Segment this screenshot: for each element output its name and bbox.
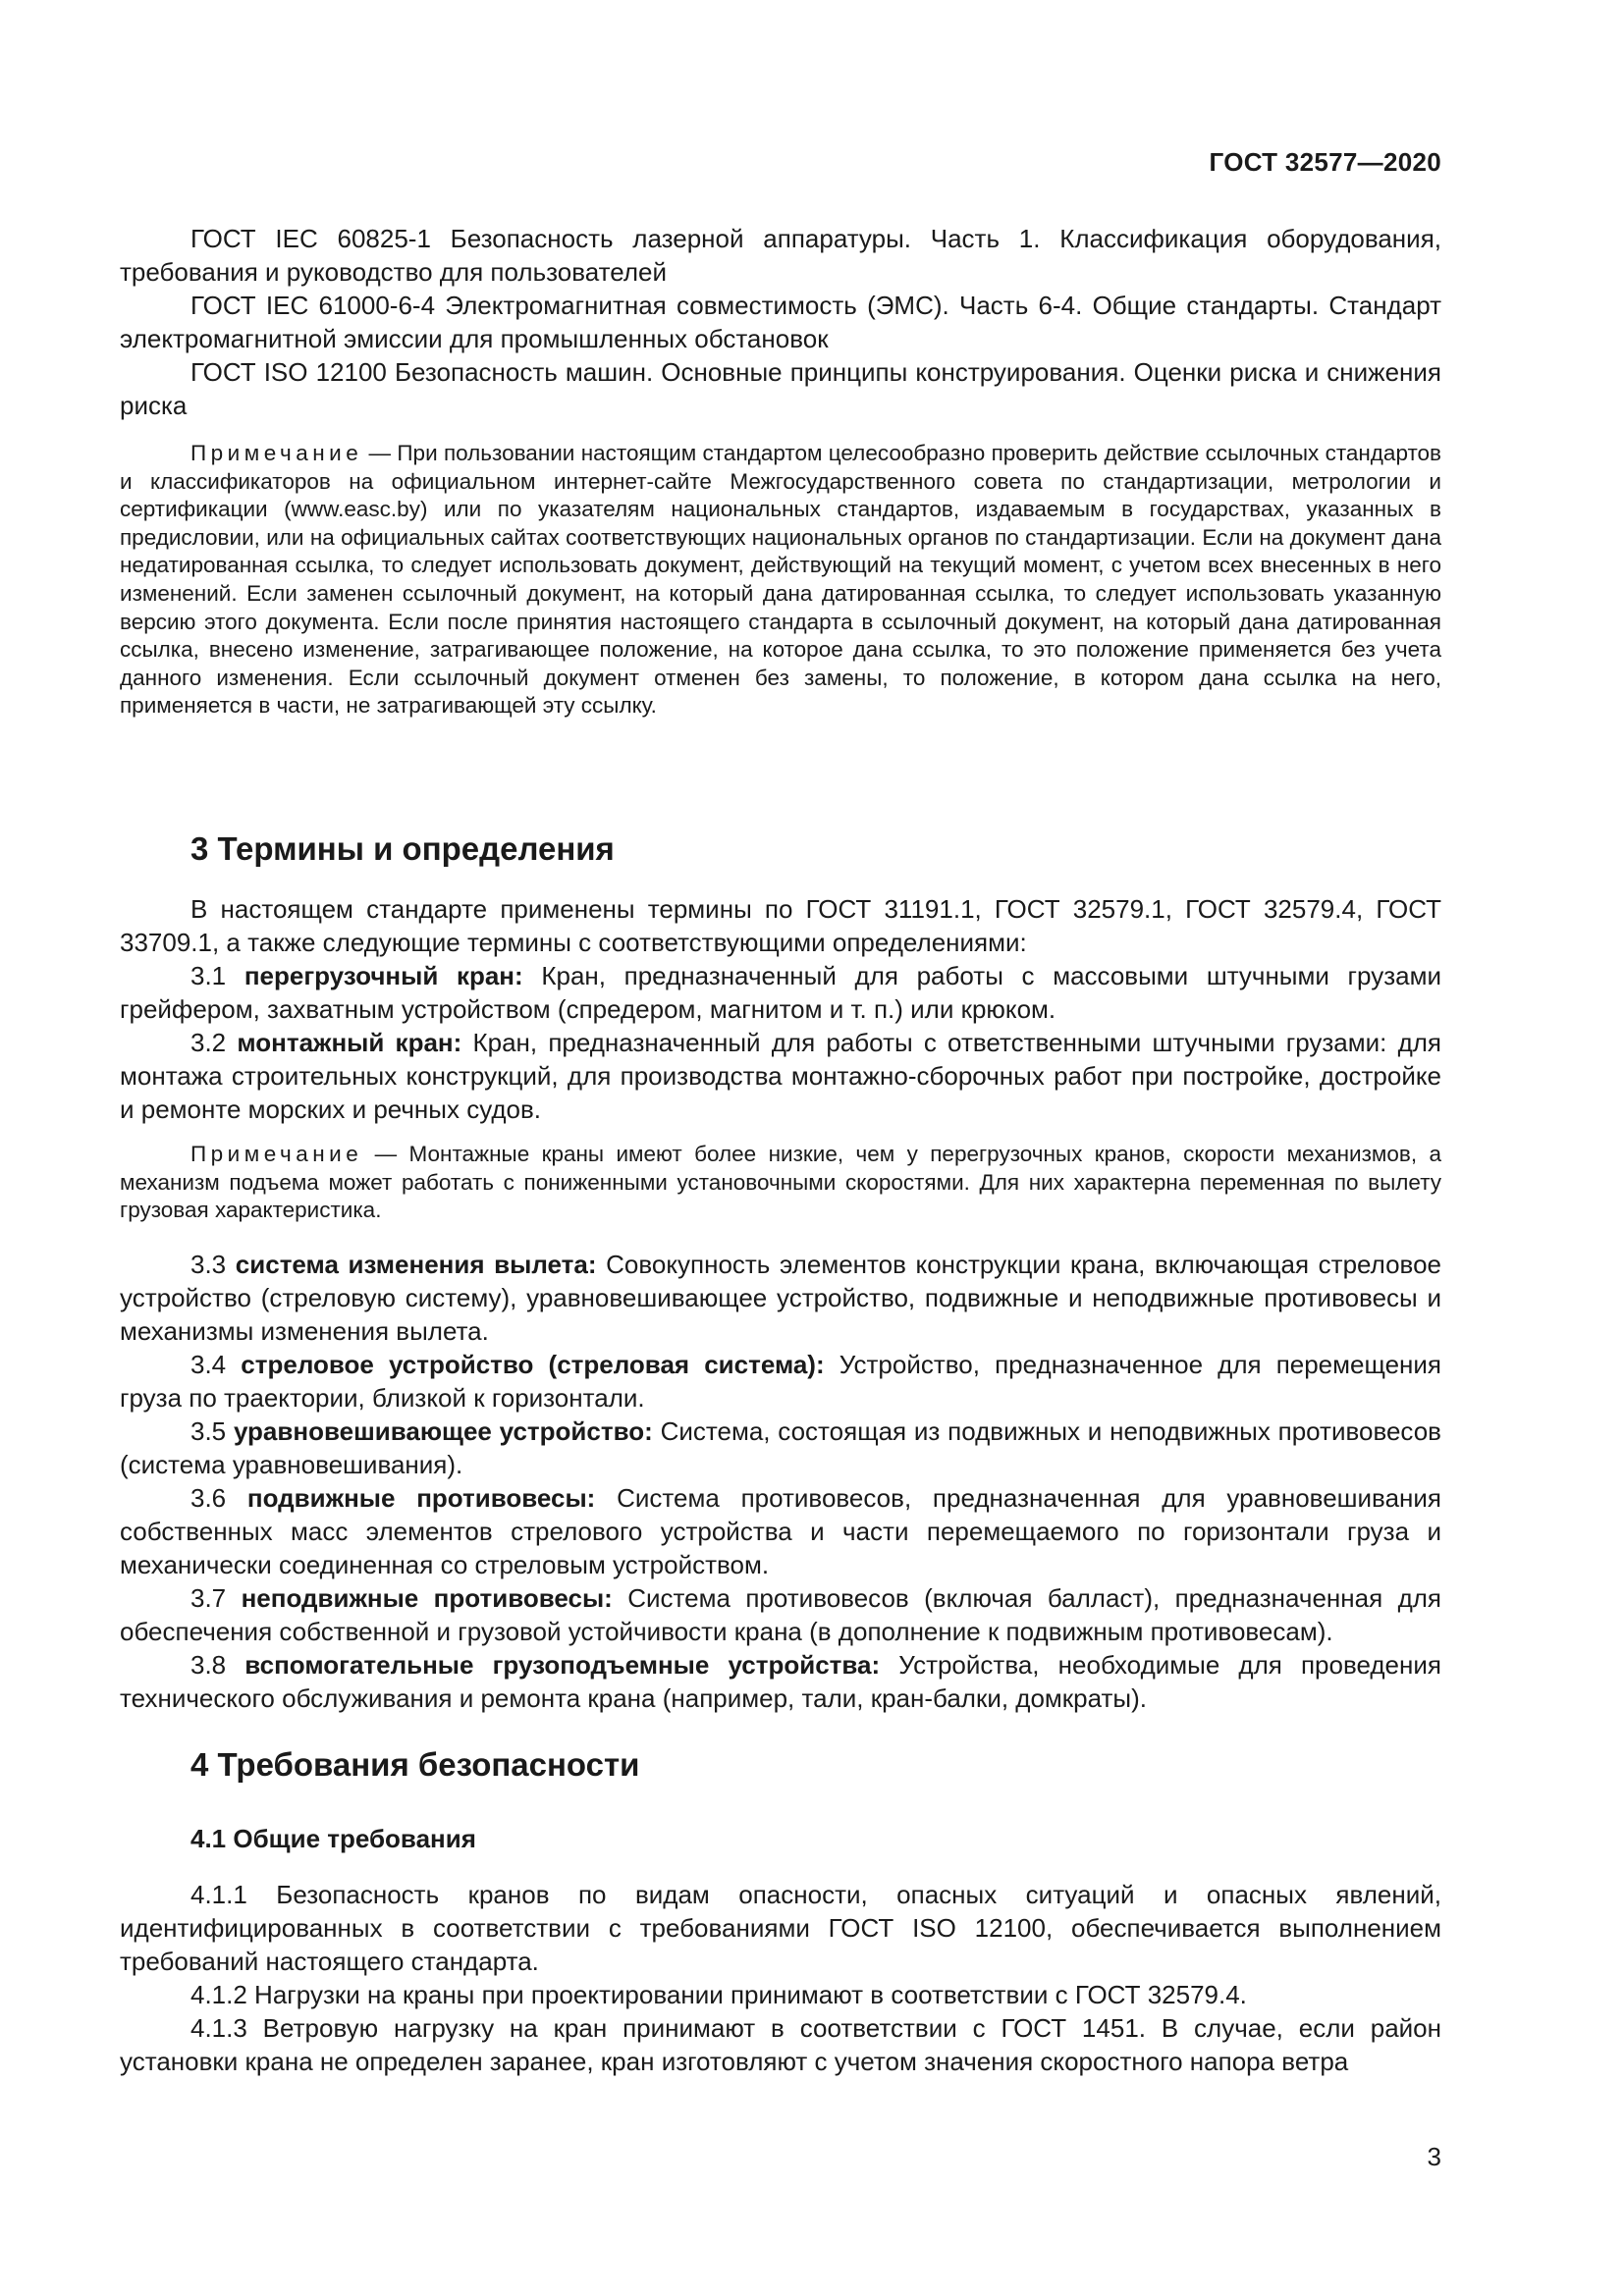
section-title: 3 Термины и определения [190, 830, 615, 867]
term-definition [120, 1348, 1441, 1415]
section-title: 4 Требования безопасности [190, 1746, 640, 1783]
paragraph: 4.1.1 Безопасность кранов по видам опасности, опасных ситуаций и опасных явлений, идентифицированных в соответствии с требованиями ГОСТ ISO 12100, обеспечивается выполнением требований настоящего стандарта. [120, 1880, 1441, 1976]
section-4-body [120, 1878, 1441, 2078]
term-name: стреловое устройство (стреловая система): [241, 1350, 825, 1379]
term-definition [120, 959, 1441, 1026]
term-name: вспомогательные грузоподъемные устройства: [244, 1650, 881, 1680]
term-name: монтажный кран: [237, 1028, 462, 1057]
term-definition [120, 1026, 1441, 1126]
term-name: подвижные противовесы: [246, 1483, 596, 1513]
term-number: 3.7 [190, 1583, 227, 1613]
note-paragraph [120, 440, 1441, 721]
term-name: неподвижные противовесы: [241, 1583, 613, 1613]
section-3-body [120, 892, 1441, 1126]
term-definition [120, 1581, 1441, 1648]
term-number: 3.1 [190, 961, 227, 990]
term-name: уравновешивающее устройство: [233, 1416, 653, 1446]
term-text: Система противовесов, предназначенная для уравновешивания собственных масс элементов стрелового устройства и части перемещаемого по горизонтали груза и механически соединенная со стреловым устройством. [120, 1483, 1441, 1579]
section-3 [120, 829, 1441, 869]
section-3-terms [120, 1248, 1441, 1715]
term-name: система изменения вылета: [235, 1250, 597, 1279]
term-text: Устройство, предназначенное для перемещения груза по траектории, близкой к горизонтали. [120, 1350, 1442, 1413]
document-id: ГОСТ 32577—2020 [1209, 147, 1441, 177]
term-definition [120, 1248, 1441, 1348]
term-number: 3.5 [190, 1416, 227, 1446]
paragraph: 4.1.2 Нагрузки на краны при проектировании принимают в соответствии с ГОСТ 32579.4. [190, 1980, 1247, 2009]
reference-item: ГОСТ ISO 12100 Безопасность машин. Основные принципы конструирования. Оценки риска и снижения риска [120, 357, 1441, 420]
paragraph: 4.1.3 Ветровую нагрузку на кран принимают в соответствии с ГОСТ 1451. В случае, если район установки крана не определен заранее, кран изготовляют с учетом значения скоростного напора ветра [120, 2013, 1441, 2076]
note-paragraph [120, 1141, 1441, 1225]
term-definition [120, 1415, 1441, 1481]
term-number: 3.2 [190, 1028, 227, 1057]
section-3-note [120, 1141, 1441, 1225]
term-name: перегрузочный кран: [244, 961, 523, 990]
reference-item: ГОСТ IEC 60825-1 Безопасность лазерной аппаратуры. Часть 1. Классификация оборудования, требования и руководство для пользователей [120, 224, 1441, 287]
subsection-4-1 [120, 1822, 1441, 1855]
term-number: 3.4 [190, 1350, 227, 1379]
term-text: Совокупность элементов конструкции крана, включающая стреловое устройство (стреловую систему), уравновешивающее устройство, подвижные и неподвижные противовесы и механизмы изменения вылета. [120, 1250, 1441, 1346]
page-number: 3 [1427, 2142, 1441, 2171]
reference-item: ГОСТ IEC 61000-6-4 Электромагнитная совместимость (ЭМС). Часть 6-4. Общие стандарты. Стандарт электромагнитной эмиссии для промышленных обстановок [120, 291, 1441, 353]
term-definition [120, 1648, 1441, 1715]
term-text: Устройства, необходимые для проведения технического обслуживания и ремонта крана (например, тали, кран-балки, домкраты). [120, 1650, 1441, 1713]
note-text: — Монтажные краны имеют более низкие, чем у перегрузочных кранов, скорости механизмов, а механизм подъема может работать с пониженными установочными скоростями. Для них характерна переменная по вылету грузовая характеристика. [120, 1142, 1441, 1223]
section-4 [120, 1745, 1441, 1785]
term-number: 3.6 [190, 1483, 227, 1513]
note-text: — При пользовании настоящим стандартом целесообразно проверить действие ссылочных стандартов и классификаторов на официальном интернет-сайте Межгосударственного совета по стандартизации, метрологии и сертификации (www.easc.by) или по указателям национальных стандартов, издаваемым в государствах, указанных в предисловии, или на официальных сайтах соответствующих национальных органов по стандартизации. Если на документ дана недатированная ссылка, то следует использовать документ, действующий на текущий момент, с учетом всех внесенных в него изменений. Если заменен ссылочный документ, на который дана датированная ссылка, то следует использовать указанную версию этого документа. Если после принятия настоящего стандарта в ссылочный документ, на который дана датированная ссылка, внесено изменение, затрагивающее положение, на которое дана ссылка, то это положение применяется без учета данного изменения. Если ссылочный документ отменен без замены, то положение, в котором дана ссылка на него, применяется в части, не затрагивающей эту ссылку. [120, 441, 1441, 719]
term-number: 3.3 [190, 1250, 227, 1279]
section-intro: В настоящем стандарте применены термины по ГОСТ 31191.1, ГОСТ 32579.1, ГОСТ 32579.4, ГОСТ 33709.1, а также следующие термины с соответствующими определениями: [120, 894, 1441, 957]
term-text: Система противовесов (включая балласт), предназначенная для обеспечения собственной и грузовой устойчивости крана (в дополнение к подвижным противовесам). [120, 1583, 1441, 1646]
term-text: Система, состоящая из подвижных и неподвижных противовесов (система уравновешивания). [120, 1416, 1441, 1479]
references-block [120, 222, 1441, 422]
subsection-title: 4.1 Общие требования [190, 1824, 476, 1853]
term-text: Кран, предназначенный для работы с массовыми штучными грузами грейфером, захватным устройством (спредером, магнитом и т. п.) или крюком. [120, 961, 1441, 1024]
term-text: Кран, предназначенный для работы с ответственными штучными грузами: для монтажа строительных конструкций, для производства монтажно-сборочных работ при постройке, достройке и ремонте морских и речных судов. [120, 1028, 1442, 1124]
term-number: 3.8 [190, 1650, 227, 1680]
note-label: Примечание [190, 1142, 363, 1166]
term-definition [120, 1481, 1441, 1581]
note-block [120, 440, 1441, 721]
document-page [120, 0, 1441, 2296]
note-label: Примечание [190, 441, 363, 465]
